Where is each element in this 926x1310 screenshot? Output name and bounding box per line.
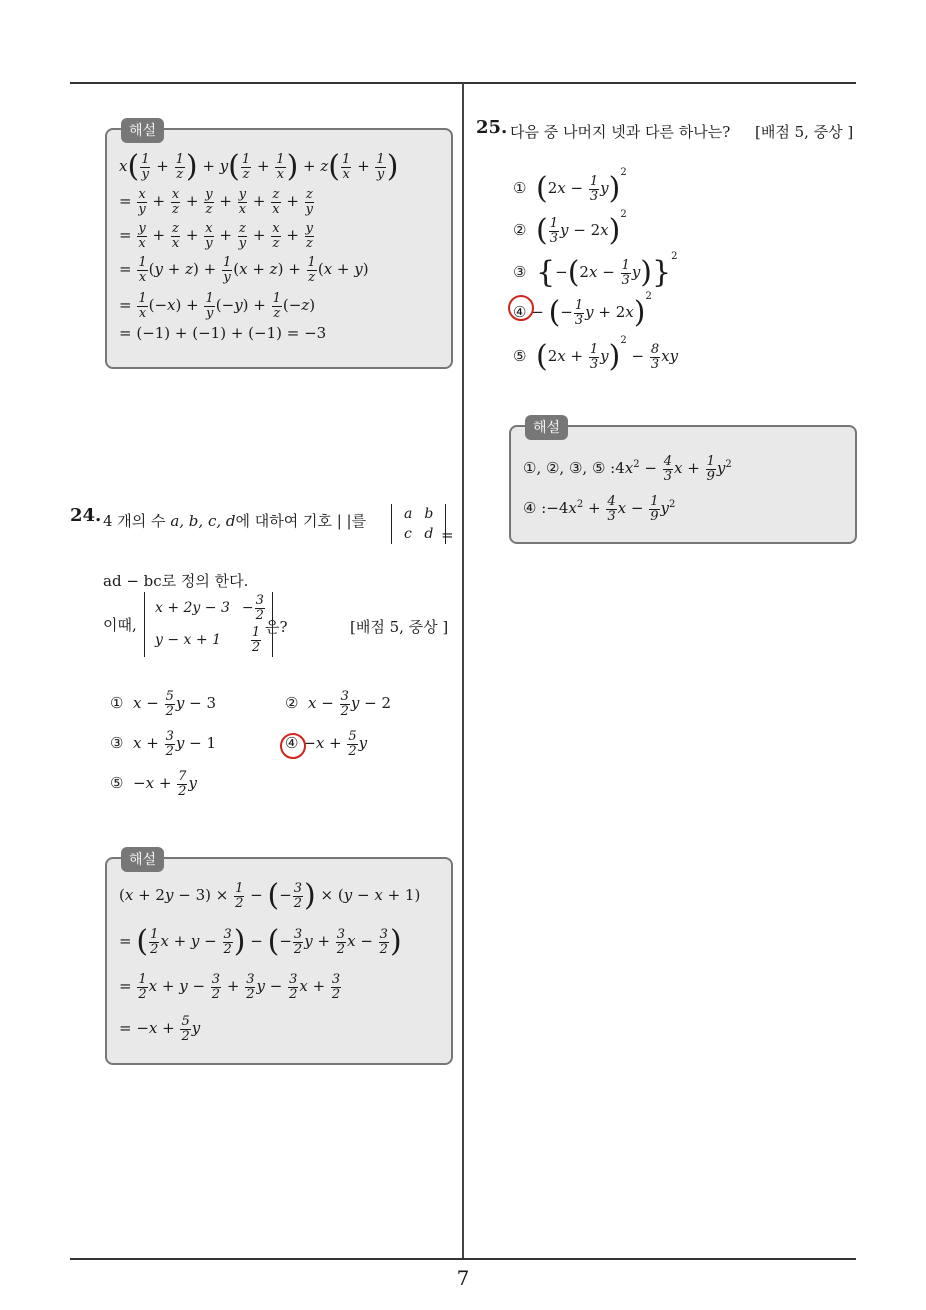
option-number: ④ xyxy=(513,303,527,321)
q24-det-abcd xyxy=(391,504,446,544)
sol23-line1: x( $\frac{1}{y}$ + $\frac{1}{z}$ ) + y( $\frac{1}{z}$ + $\frac{1}{x}$ ) + z( $\frac{1}{x}$ + $\frac{1}{y}$ ) xyxy=(119,149,399,184)
answer-circle-mark xyxy=(280,733,306,759)
q24-number: 24. xyxy=(70,505,102,526)
bottom-rule xyxy=(70,1258,856,1260)
option-number: ⑤ xyxy=(110,774,124,793)
sol24-line2: = ( $\frac{1}{2}$ x + y − $\frac{3}{2}$ ) − (− $\frac{3}{2}$ y + $\frac{3}{2}$ x − $\frac{3}{2}$ ) xyxy=(119,924,402,959)
option-number: ① xyxy=(110,694,124,713)
q25-stem: 다음 중 나머지 넷과 다른 하나는? xyxy=(510,123,731,141)
solution-label: 해설 xyxy=(121,847,164,872)
q24-option-1[interactable]: ① x − $\frac{5}{2}$ y − 3 xyxy=(110,689,216,719)
det-q-11: x + 2y − 3 xyxy=(155,600,230,617)
det-q-22: $\frac{1}{2}$ xyxy=(251,625,261,655)
q24-stem-line2: ad − bc로 정의 한다. xyxy=(103,572,249,590)
column-divider xyxy=(462,83,464,1258)
answer-circle-mark xyxy=(508,295,534,321)
q25-score: [배점 5, 중상 ] xyxy=(755,123,854,141)
option-number: ② xyxy=(285,694,299,713)
option-number: ④ xyxy=(285,734,299,753)
solution-box-23 xyxy=(105,123,453,369)
sol24-line3: = $\frac{1}{2}$ x + y − $\frac{3}{2}$ + $\frac{3}{2}$ y − $\frac{3}{2}$ x + $\frac{3}{2}$ xyxy=(119,972,341,1002)
sol23-line5: = $\frac{1}{x}$ (−x) + $\frac{1}{y}$ (−y) + $\frac{1}{z}$ (−z) xyxy=(119,291,316,321)
sol23-line2: = $\frac{x}{y}$ + $\frac{x}{z}$ + $\frac{y}{z}$ + $\frac{y}{x}$ + $\frac{z}{x}$ + $\frac{z}{y}$ xyxy=(119,187,314,217)
q24-equals: = xyxy=(441,526,454,544)
q24-option-2[interactable]: ② x − $\frac{3}{2}$ y − 2 xyxy=(285,689,391,719)
sol23-line3: = $\frac{y}{x}$ + $\frac{z}{x}$ + $\frac{x}{y}$ + $\frac{z}{y}$ + $\frac{x}{z}$ + $\frac{y}{z}$ xyxy=(119,221,314,251)
q24-stem-a: 4 개의 수 xyxy=(103,512,171,530)
q24-option-3[interactable]: ③ x + $\frac{3}{2}$ y − 1 xyxy=(110,729,216,759)
q24-option-5[interactable]: ⑤ −x + $\frac{7}{2}$ y xyxy=(110,769,197,799)
q25-number: 25. xyxy=(476,117,508,138)
q24-stem-d: 은? xyxy=(265,618,288,636)
sol25-line2: ④ $:-4x^2$ + $\frac{4}{3}$ x − $\frac{1}{9}$ $y^2$ xyxy=(523,494,676,524)
solution-label: 해설 xyxy=(121,118,164,143)
q24-option-4[interactable]: ④ −x + $\frac{5}{2}$ y xyxy=(285,729,368,759)
det-a: a xyxy=(404,506,413,522)
page-number: 7 xyxy=(456,1266,470,1290)
option-number: ② xyxy=(513,221,527,239)
det-q-21: y − x + 1 xyxy=(155,632,221,649)
sol23-line4: = $\frac{1}{x}$ (y + z) + $\frac{1}{y}$ (x + z) + $\frac{1}{z}$ (x + y) xyxy=(119,255,369,285)
q25-option-1[interactable]: ① (2x − $\frac{1}{3}$ y)$^2$ xyxy=(513,167,627,206)
sol24-line1: (x + 2y − 3) × $\frac{1}{2}$ − (− $\frac{3}{2}$ ) × (y − x + 1) xyxy=(119,878,421,913)
q25-option-3[interactable]: ③ {−(2x − $\frac{1}{3}$ y)}$^2$ xyxy=(513,251,678,290)
q25-option-2[interactable]: ② ( $\frac{1}{3}$ y − 2x)$^2$ xyxy=(513,209,627,248)
sol25-line1: ①, ②, ③, ⑤ $:4x^2$ − $\frac{4}{3}$ x + $\frac{1}{9}$ $y^2$ xyxy=(523,454,732,484)
option-number: ③ xyxy=(110,734,124,753)
q24-stem-line3 xyxy=(103,614,137,635)
q24-stem-line1 xyxy=(103,510,366,531)
det-d: d xyxy=(424,526,434,542)
det-q-12: − $\frac{3}{2}$ xyxy=(241,593,264,623)
sol23-line6: = (−1) + (−1) + (−1) = −3 xyxy=(119,324,327,342)
q24-stem-c: 이때, xyxy=(103,616,137,634)
sol25-prefix-2: ④ : xyxy=(523,499,547,518)
solution-box-25 xyxy=(509,420,857,544)
q24-score: [배점 5, 중상 ] xyxy=(350,618,449,636)
det-b: b xyxy=(424,506,434,522)
option-number: ⑤ xyxy=(513,347,527,365)
sol25-prefix-1: ①, ②, ③, ⑤ : xyxy=(523,459,616,478)
det-c: c xyxy=(404,526,412,542)
q25-option-5[interactable]: ⑤ (2x + $\frac{1}{3}$ y)$^2$ − $\frac{8}{3}$ xy xyxy=(513,335,679,374)
option-number: ③ xyxy=(513,263,527,281)
solution-label: 해설 xyxy=(525,415,568,440)
option-number: ① xyxy=(513,179,527,197)
q24-vars: a, b, c, d xyxy=(170,512,236,530)
q25-option-4[interactable]: ④ − (− $\frac{1}{3}$ y + 2x)$^2$ xyxy=(513,291,652,330)
q24-det-question xyxy=(144,592,273,657)
solution-box-24 xyxy=(105,852,453,1065)
q24-stem-b: 에 대하여 기호 | |를 xyxy=(235,512,367,530)
sol24-line4: = −x + $\frac{5}{2}$ y xyxy=(119,1014,201,1044)
